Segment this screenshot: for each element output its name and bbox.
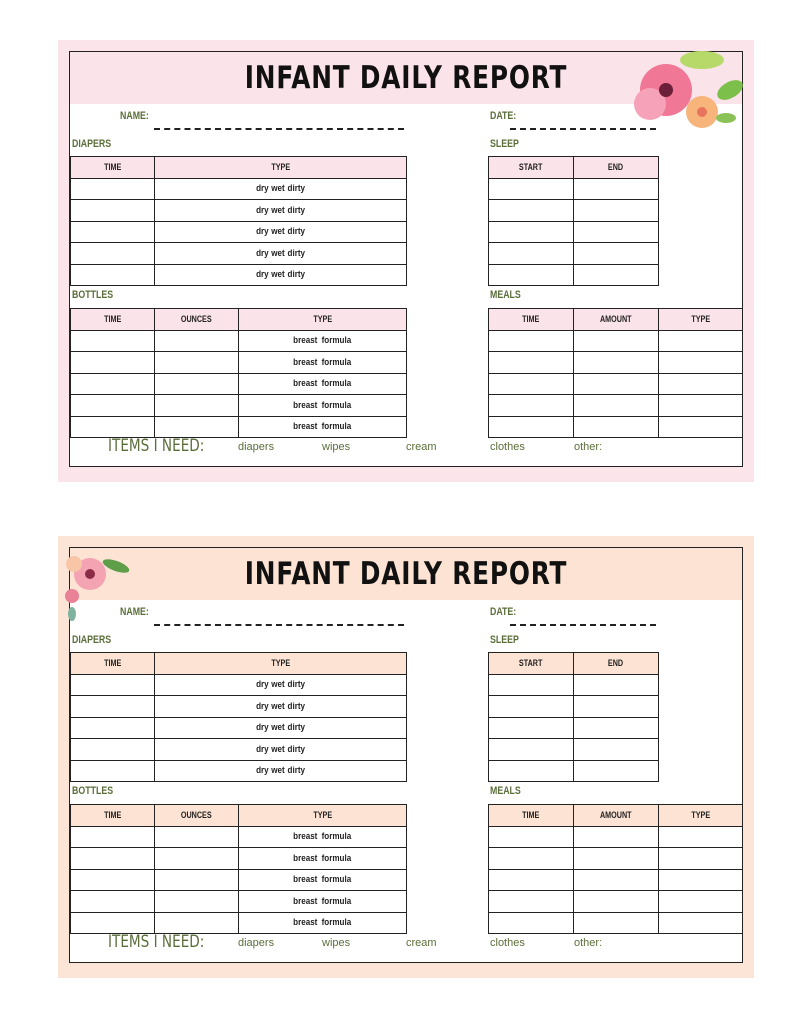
sleep-end-cell[interactable] xyxy=(574,675,659,697)
meal-type-cell[interactable] xyxy=(659,848,743,870)
meal-type-cell[interactable] xyxy=(659,913,743,935)
meal-amount-cell[interactable] xyxy=(574,417,659,439)
bottle-type-options[interactable]: breast formula xyxy=(239,891,407,913)
item-wipes[interactable]: wipes xyxy=(322,937,351,949)
item-other[interactable]: other: xyxy=(574,441,603,453)
meal-amount-cell[interactable] xyxy=(574,827,659,849)
meals-label: MEALS xyxy=(490,785,521,797)
diaper-time-cell[interactable] xyxy=(71,243,155,265)
item-cream[interactable]: cream xyxy=(406,937,437,949)
bottle-type-options[interactable]: breast formula xyxy=(239,331,407,353)
sleep-end-cell[interactable] xyxy=(574,761,659,783)
sleep-label: SLEEP xyxy=(490,634,519,646)
name-label: NAME: xyxy=(120,606,149,618)
report-title: INFANT DAILY REPORT xyxy=(244,60,568,96)
bottle-time-cell[interactable] xyxy=(71,870,155,892)
bottle-ounces-cell[interactable] xyxy=(155,913,239,935)
meal-time-cell[interactable] xyxy=(489,870,574,892)
diaper-time-cell[interactable] xyxy=(71,222,155,244)
sleep-end-cell[interactable] xyxy=(574,718,659,740)
sleep-start-cell[interactable] xyxy=(489,243,574,265)
meals-header-amount: AMOUNT xyxy=(574,309,659,331)
meal-type-cell[interactable] xyxy=(659,352,743,374)
item-diapers[interactable]: diapers xyxy=(238,937,275,949)
sleep-start-cell[interactable] xyxy=(489,718,574,740)
title-bar xyxy=(70,52,742,104)
bottle-ounces-cell[interactable] xyxy=(155,827,239,849)
sleep-table xyxy=(488,156,659,286)
item-diapers[interactable]: diapers xyxy=(238,441,275,453)
bottle-ounces-cell[interactable] xyxy=(155,374,239,396)
report-form xyxy=(69,51,743,467)
diaper-time-cell[interactable] xyxy=(71,761,155,783)
meal-time-cell[interactable] xyxy=(489,848,574,870)
diaper-time-cell[interactable] xyxy=(71,179,155,201)
diaper-type-options[interactable]: dry wet dirty xyxy=(155,739,407,761)
meal-time-cell[interactable] xyxy=(489,891,574,913)
bottle-time-cell[interactable] xyxy=(71,331,155,353)
diapers-header-time: TIME xyxy=(71,653,155,675)
bottle-time-cell[interactable] xyxy=(71,891,155,913)
diapers-header-type: TYPE xyxy=(155,653,407,675)
meal-time-cell[interactable] xyxy=(489,374,574,396)
bottle-time-cell[interactable] xyxy=(71,417,155,439)
meals-table xyxy=(488,308,743,438)
diaper-type-options[interactable]: dry wet dirty xyxy=(155,675,407,697)
date-field[interactable] xyxy=(510,128,656,130)
sleep-table xyxy=(488,652,659,782)
bottles-header-time: TIME xyxy=(71,309,155,331)
meals-label: MEALS xyxy=(490,289,521,301)
report-title: INFANT DAILY REPORT xyxy=(244,556,568,592)
diaper-time-cell[interactable] xyxy=(71,200,155,222)
flower-decoration-icon xyxy=(620,48,748,136)
sleep-end-cell[interactable] xyxy=(574,200,659,222)
sleep-start-cell[interactable] xyxy=(489,200,574,222)
meal-amount-cell[interactable] xyxy=(574,913,659,935)
sleep-start-cell[interactable] xyxy=(489,761,574,783)
bottle-ounces-cell[interactable] xyxy=(155,417,239,439)
diaper-time-cell[interactable] xyxy=(71,265,155,287)
diaper-time-cell[interactable] xyxy=(71,739,155,761)
sleep-end-cell[interactable] xyxy=(574,739,659,761)
sleep-start-cell[interactable] xyxy=(489,222,574,244)
bottle-time-cell[interactable] xyxy=(71,374,155,396)
bottles-header-type: TYPE xyxy=(239,805,407,827)
bottles-header-type: TYPE xyxy=(239,309,407,331)
meal-amount-cell[interactable] xyxy=(574,891,659,913)
date-label: DATE: xyxy=(490,110,517,122)
items-needed-label: ITEMS I NEED: xyxy=(108,932,205,952)
bottle-ounces-cell[interactable] xyxy=(155,395,239,417)
item-cream[interactable]: cream xyxy=(406,441,437,453)
bottle-time-cell[interactable] xyxy=(71,827,155,849)
meal-time-cell[interactable] xyxy=(489,352,574,374)
sleep-header-start: START xyxy=(489,157,574,179)
bottle-type-options[interactable]: breast formula xyxy=(239,374,407,396)
name-field[interactable] xyxy=(154,624,404,626)
meal-time-cell[interactable] xyxy=(489,827,574,849)
sleep-start-cell[interactable] xyxy=(489,675,574,697)
meal-time-cell[interactable] xyxy=(489,331,574,353)
diapers-header-time: TIME xyxy=(71,157,155,179)
items-needed-label: ITEMS I NEED: xyxy=(108,436,205,456)
item-other[interactable]: other: xyxy=(574,937,603,949)
meal-amount-cell[interactable] xyxy=(574,395,659,417)
bottles-table xyxy=(70,804,407,934)
bottle-type-options[interactable]: breast formula xyxy=(239,913,407,935)
item-clothes[interactable]: clothes xyxy=(490,937,525,949)
diaper-type-options[interactable]: dry wet dirty xyxy=(155,222,407,244)
bottle-ounces-cell[interactable] xyxy=(155,870,239,892)
meal-type-cell[interactable] xyxy=(659,870,743,892)
diaper-time-cell[interactable] xyxy=(71,696,155,718)
diaper-type-options[interactable]: dry wet dirty xyxy=(155,761,407,783)
items-needed xyxy=(108,932,708,954)
meals-header-time: TIME xyxy=(489,805,574,827)
bottle-type-options[interactable]: breast formula xyxy=(239,827,407,849)
meal-amount-cell[interactable] xyxy=(574,870,659,892)
diaper-type-options[interactable]: dry wet dirty xyxy=(155,696,407,718)
sleep-end-cell[interactable] xyxy=(574,265,659,287)
sleep-start-cell[interactable] xyxy=(489,179,574,201)
meal-amount-cell[interactable] xyxy=(574,352,659,374)
bottles-header-ounces: OUNCES xyxy=(155,309,239,331)
meal-type-cell[interactable] xyxy=(659,395,743,417)
meal-type-cell[interactable] xyxy=(659,374,743,396)
bottle-time-cell[interactable] xyxy=(71,352,155,374)
diapers-table xyxy=(70,156,407,286)
sleep-header-start: START xyxy=(489,653,574,675)
sleep-start-cell[interactable] xyxy=(489,696,574,718)
name-field[interactable] xyxy=(154,128,404,130)
meals-header-type: TYPE xyxy=(659,805,743,827)
date-label: DATE: xyxy=(490,606,517,618)
item-wipes[interactable]: wipes xyxy=(322,441,351,453)
diaper-type-options[interactable]: dry wet dirty xyxy=(155,718,407,740)
meal-type-cell[interactable] xyxy=(659,331,743,353)
bottle-type-options[interactable]: breast formula xyxy=(239,417,407,439)
item-clothes[interactable]: clothes xyxy=(490,441,525,453)
meal-type-cell[interactable] xyxy=(659,417,743,439)
meal-type-cell[interactable] xyxy=(659,827,743,849)
bottle-ounces-cell[interactable] xyxy=(155,352,239,374)
diaper-type-options[interactable]: dry wet dirty xyxy=(155,243,407,265)
meal-amount-cell[interactable] xyxy=(574,331,659,353)
diapers-label: DIAPERS xyxy=(72,138,112,150)
meal-type-cell[interactable] xyxy=(659,891,743,913)
title-bar xyxy=(70,548,742,600)
bottle-time-cell[interactable] xyxy=(71,913,155,935)
diaper-type-options[interactable]: dry wet dirty xyxy=(155,265,407,287)
bottle-ounces-cell[interactable] xyxy=(155,891,239,913)
meals-header-amount: AMOUNT xyxy=(574,805,659,827)
bottle-type-options[interactable]: breast formula xyxy=(239,352,407,374)
bottle-ounces-cell[interactable] xyxy=(155,848,239,870)
bottles-label: BOTTLES xyxy=(72,289,114,301)
report-card-1 xyxy=(58,40,754,482)
sleep-start-cell[interactable] xyxy=(489,265,574,287)
bottles-header-time: TIME xyxy=(71,805,155,827)
bottles-label: BOTTLES xyxy=(72,785,114,797)
bottles-table xyxy=(70,308,407,438)
diapers-header-type: TYPE xyxy=(155,157,407,179)
sleep-end-cell[interactable] xyxy=(574,179,659,201)
sleep-end-cell[interactable] xyxy=(574,222,659,244)
sleep-end-cell[interactable] xyxy=(574,243,659,265)
diapers-label: DIAPERS xyxy=(72,634,112,646)
bottles-header-ounces: OUNCES xyxy=(155,805,239,827)
date-field[interactable] xyxy=(510,624,656,626)
bottle-time-cell[interactable] xyxy=(71,395,155,417)
sleep-end-cell[interactable] xyxy=(574,696,659,718)
bottle-type-options[interactable]: breast formula xyxy=(239,395,407,417)
meals-table xyxy=(488,804,743,934)
meal-time-cell[interactable] xyxy=(489,417,574,439)
items-needed xyxy=(108,436,708,458)
bottle-type-options[interactable]: breast formula xyxy=(239,848,407,870)
bottle-type-options[interactable]: breast formula xyxy=(239,870,407,892)
diaper-type-options[interactable]: dry wet dirty xyxy=(155,179,407,201)
sleep-header-end: END xyxy=(574,653,659,675)
meal-amount-cell[interactable] xyxy=(574,848,659,870)
report-form xyxy=(69,547,743,963)
meal-amount-cell[interactable] xyxy=(574,374,659,396)
meals-header-time: TIME xyxy=(489,309,574,331)
bottle-ounces-cell[interactable] xyxy=(155,331,239,353)
report-card-2 xyxy=(58,536,754,978)
meal-time-cell[interactable] xyxy=(489,913,574,935)
diaper-time-cell[interactable] xyxy=(71,718,155,740)
name-label: NAME: xyxy=(120,110,149,122)
sleep-start-cell[interactable] xyxy=(489,739,574,761)
sleep-header-end: END xyxy=(574,157,659,179)
diapers-table xyxy=(70,652,407,782)
sleep-label: SLEEP xyxy=(490,138,519,150)
diaper-type-options[interactable]: dry wet dirty xyxy=(155,200,407,222)
diaper-time-cell[interactable] xyxy=(71,675,155,697)
meal-time-cell[interactable] xyxy=(489,395,574,417)
meals-header-type: TYPE xyxy=(659,309,743,331)
bottle-time-cell[interactable] xyxy=(71,848,155,870)
